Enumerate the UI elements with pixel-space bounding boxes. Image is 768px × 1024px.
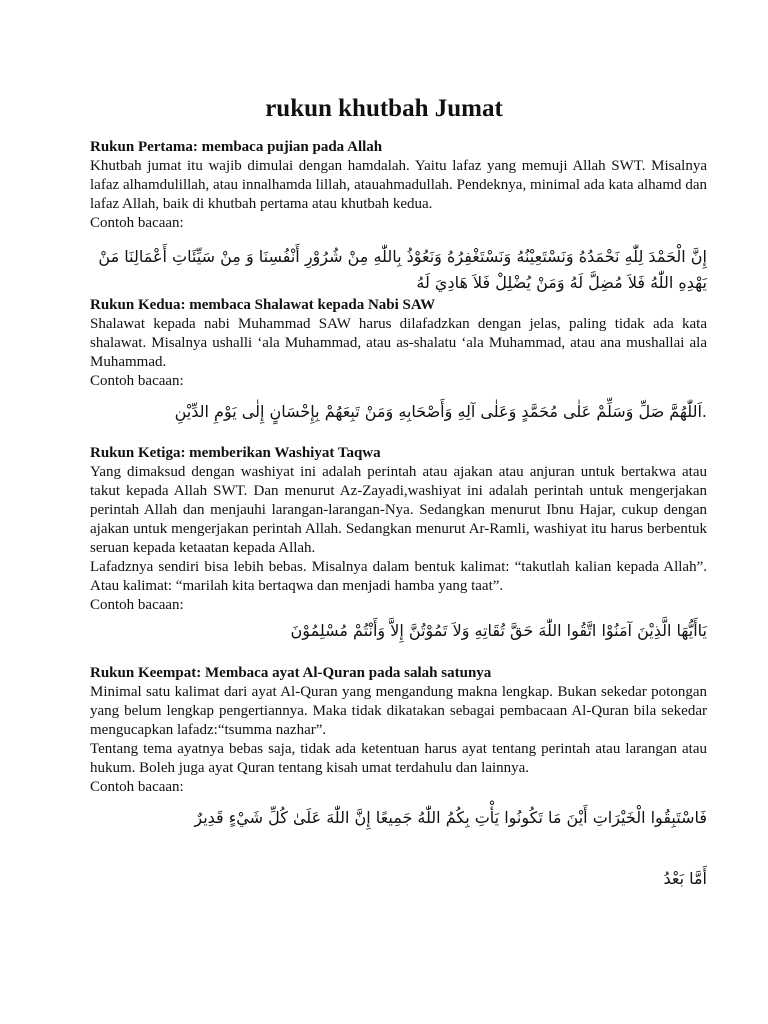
section-body-rukun-ketiga	[90, 463, 707, 615]
arabic-quran-verse: فَاسْتَبِقُوا الْخَيْرَاتِ أَيْنَ مَا تَكُونُوا يَأْتِ بِكُمُ اللّٰهُ جَمِيعًا إِنَّ اللّٰهَ عَلَىٰ كُلِّ شَيْءٍ قَدِيرٌ	[194, 808, 707, 827]
section-heading-rukun-keempat: Rukun Keempat: Membaca ayat Al-Quran pada salah satunya	[90, 665, 492, 681]
section-heading-rukun-ketiga: Rukun Ketiga: memberikan Washiyat Taqwa	[90, 445, 381, 461]
contoh-bacaan-label: Contoh bacaan:	[90, 215, 184, 231]
contoh-bacaan-label: Contoh bacaan:	[90, 779, 184, 795]
section-body-rukun-kedua	[90, 315, 707, 391]
arabic-hamdalah: إِنَّ الْحَمْدَ لِلّٰهِ نَحْمَدُهُ وَنَسْتَعِيْنُهُ وَنَسْتَغْفِرُهُ وَنَعُوْذُ بِاللّٰهِ مِنْ شُرُوْرِ أَنْفُسِنَا وَ مِنْ سَيِّئَاتِ أَعْمَالِنَا مَنْ يَهْدِهِ اللّٰهُ فَلاَ مُضِلَّ لَهُ وَمَنْ يُضْلِلْ فَلاَ هَادِيَ لَهُ	[98, 247, 707, 292]
document-title: rukun khutbah Jumat	[265, 95, 503, 122]
section-heading-rukun-pertama: Rukun Pertama: membaca pujian pada Allah	[90, 139, 383, 155]
contoh-bacaan-label: Contoh bacaan:	[90, 597, 184, 613]
paragraph: Tentang tema ayatnya bebas saja, tidak ada ketentuan harus ayat tentang perintah atau larangan atau hukum. Boleh juga ayat Quran tentang kisah umat terdahulu dan lainnya.	[90, 741, 707, 776]
paragraph: Yang dimaksud dengan washiyat ini adalah perintah atau ajakan atau anjuran untuk bertakwa atau takut kepada Allah SWT. Dan menurut Az-Zayadi,washiyat ini adalah perintah untuk mengerjakan perintah Allah dan menjauhi larangan-larangan-Nya. Sedangkan menurut Ibnu Hajar, cukup dengan ajakan untuk mengerjakan perintah Allah. Sedangkan menurut Ar-Ramli, washiyat itu harus berbentuk seruan kepada ketaatan kepada Allah.	[90, 464, 707, 556]
arabic-amma-badu: أَمَّا بَعْدُ	[663, 869, 707, 888]
paragraph: Lafadznya sendiri bisa lebih bebas. Misalnya dalam bentuk kalimat: “takutlah kalian kepada Allah”. Atau kalimat: “marilah kita bertaqwa dan menjadi hamba yang taat”.	[90, 559, 707, 594]
paragraph: Shalawat kepada nabi Muhammad SAW harus dilafadzkan dengan jelas, paling tidak ada kata shalawat. Misalnya ushalli ‘ala Muhammad, atau as-shalatu ‘ala Muhammad, atau ana mushallai ala Muhammad.	[90, 316, 707, 370]
section-heading-rukun-kedua: Rukun Kedua: membaca Shalawat kepada Nabi SAW	[90, 297, 436, 313]
section-body-rukun-keempat	[90, 683, 707, 797]
section-body-rukun-pertama	[90, 157, 707, 233]
paragraph: Khutbah jumat itu wajib dimulai dengan hamdalah. Yaitu lafaz yang memuji Allah SWT. Misalnya lafaz alhamdulillah, atau innalhamda lillah, atauahmadullah. Pendeknya, minimal ada kata alhamd dan lafaz Allah, baik di khutbah pertama atau khutbah kedua.	[90, 158, 707, 212]
paragraph: Minimal satu kalimat dari ayat Al-Quran yang mengandung makna lengkap. Bukan sekedar potongan yang belum lengkap pengertiannya. Maka tidak dikatakan sebagai pembacaan Al-Quran bila sekedar mengucapkan lafadz:“tsumma nazhar”.	[90, 684, 707, 738]
arabic-shalawat: .اَللّٰهُمَّ صَلِّ وَسَلِّمْ عَلٰى مُحَمَّدٍ وَعَلٰى آلِهِ وَأَصْحَابِهِ وَمَنْ تَبِعَهُمْ بِإِحْسَانٍ إِلٰى يَوْمِ الدِّيْنِ	[174, 402, 707, 421]
arabic-taqwa: يَاأَيُّهَا الَّذِيْنَ آمَنُوْا اتَّقُوا اللّٰهَ حَقَّ تُقَاتِهِ وَلاَ تَمُوْتُنَّ إِلاَّ وَأَنْتُمْ مُسْلِمُوْنَ	[290, 621, 707, 640]
contoh-bacaan-label: Contoh bacaan:	[90, 373, 184, 389]
